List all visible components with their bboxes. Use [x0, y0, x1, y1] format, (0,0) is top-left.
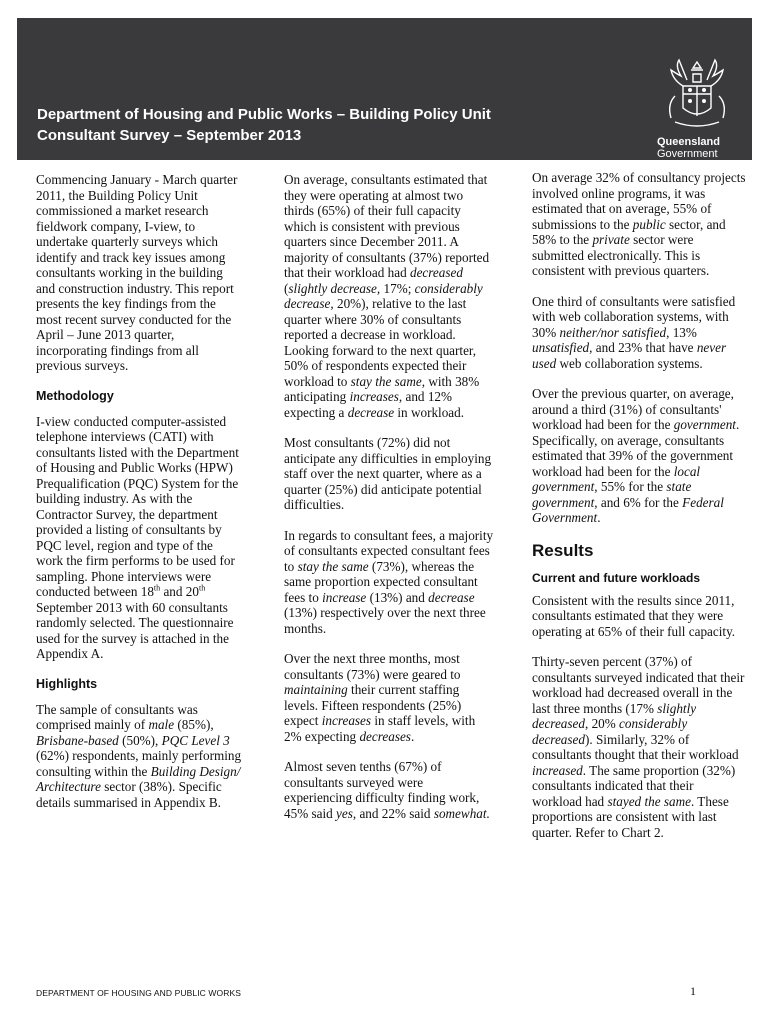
online-programs-paragraph: On average 32% of consultancy projects involved online programs, it was estimated that on average, 55% of submissions to the public sector, and 58% to the private sector were submitted electronically. This is consistent with previous quarters.	[532, 170, 746, 278]
wordmark-government: Government	[657, 148, 718, 160]
queensland-crest-icon	[657, 56, 737, 136]
highlights-heading: Highlights	[36, 676, 98, 691]
title-line-2: Consultant Survey – September 2013	[37, 127, 302, 144]
queensland-government-wordmark	[657, 136, 720, 160]
workload-change-paragraph: Thirty-seven percent (37%) of consultants surveyed indicated that their workload had decreased overall in the last three months (17% slightly decreased, 20% considerably decreased). Similarly, 32% of consultants thought that their workload increased. The same proportion (32%) consultants indicated that their workload had stayed the same. These proportions are consistent with last quarter. Refer to Chart 2.	[532, 654, 745, 840]
methodology-paragraph: I-view conducted computer-assisted telephone interviews (CATI) with consultants listed with the Department of Housing and Public Works (HPW) Prequalification (PQC) System for the building industry. As with the Contractor Survey, the department provided a listing of consultants by PQC level, region and type of the work the firm performs to be used for sampling. Phone interviews were conducted between 18th and 20th September 2013 with 60 consultants randomly selected. The questionnaire used for the survey is attached in the Appendix A.	[36, 413, 239, 661]
full-capacity-paragraph: Consistent with the results since 2011, consultants estimated that they were operating at 65% of their full capacity.	[532, 592, 736, 639]
web-collaboration-paragraph: One third of consultants were satisfied with web collaboration systems, with 30% neither/nor satisfied, 13% unsatisfied, and 23% that have never used web collaboration systems.	[532, 293, 736, 371]
government-workload-paragraph: Over the previous quarter, on average, around a third (31%) of consultants' workload had been for the government. Specifically, on average, consultants estimated that 39% of the government workload had been for the local government, 55% for the state government, and 6% for the Federal Government.	[532, 386, 740, 525]
staff-levels-paragraph: Over the next three months, most consultants (73%) were geared to maintaining their current staffing levels. Fifteen respondents (25%) expect increases in staff levels, with 2% expecting decreases.	[284, 651, 476, 744]
results-heading: Results	[532, 540, 594, 560]
column-2	[284, 172, 494, 836]
fees-paragraph: In regards to consultant fees, a majority of consultants expected consultant fees to stay the same (73%), whereas the same proportion expected consultant fees to increase (13%) and decrease (13%) respectively over the next three months.	[284, 527, 494, 636]
title-line-1: Department of Housing and Public Works – Building Policy Unit	[37, 106, 491, 123]
methodology-heading: Methodology	[36, 388, 114, 403]
page-number: 1	[690, 984, 696, 998]
wordmark-queensland: Queensland	[657, 136, 720, 148]
intro-paragraph: Commencing January - March quarter 2011, the Building Policy Unit commissioned a market research fieldwork company, I-view, to undertake quarterly surveys which identify and track key issues among consultants working in the building and construction industry. This report presents the key findings from the most recent survey conducted for the April – June 2013 quarter, incorporating findings from all previous surveys.	[36, 172, 238, 373]
header-banner	[17, 18, 752, 160]
footer-department: DEPARTMENT OF HOUSING AND PUBLIC WORKS	[36, 988, 241, 998]
column-3	[532, 170, 746, 855]
capacity-paragraph: On average, consultants estimated that they were operating at almost two thirds (65%) of their full capacity which is consistent with previous quarters since December 2011. A majority of consultants (37%) reported that their workload had decreased (slightly decrease, 17%; considerably decrease, 20%), relative to the last quarter where 30% of consultants reported a decrease in workload. Looking forward to the next quarter, 50% of respondents expected their workload to stay the same, with 38% anticipating increases, and 12% expecting a decrease in workload.	[284, 172, 490, 420]
staffing-difficulty-paragraph: Most consultants (72%) did not anticipate any difficulties in employing staff over the next quarter, where as a quarter (25%) did anticipate potential difficulties.	[284, 435, 492, 512]
finding-work-paragraph: Almost seven tenths (67%) of consultants surveyed were experiencing difficulty finding work, 45% said yes, and 22% said somewhat.	[284, 759, 490, 821]
current-future-workloads-heading: Current and future workloads	[532, 570, 701, 585]
column-1	[36, 172, 242, 825]
page-title	[37, 104, 491, 146]
highlights-paragraph: The sample of consultants was comprised mainly of male (85%), Brisbane-based (50%), PQC Level 3 (62%) respondents, mainly performing consulting within the Building Design/ Architecture sector (38%). Specific details summarised in Appendix B.	[36, 701, 242, 810]
